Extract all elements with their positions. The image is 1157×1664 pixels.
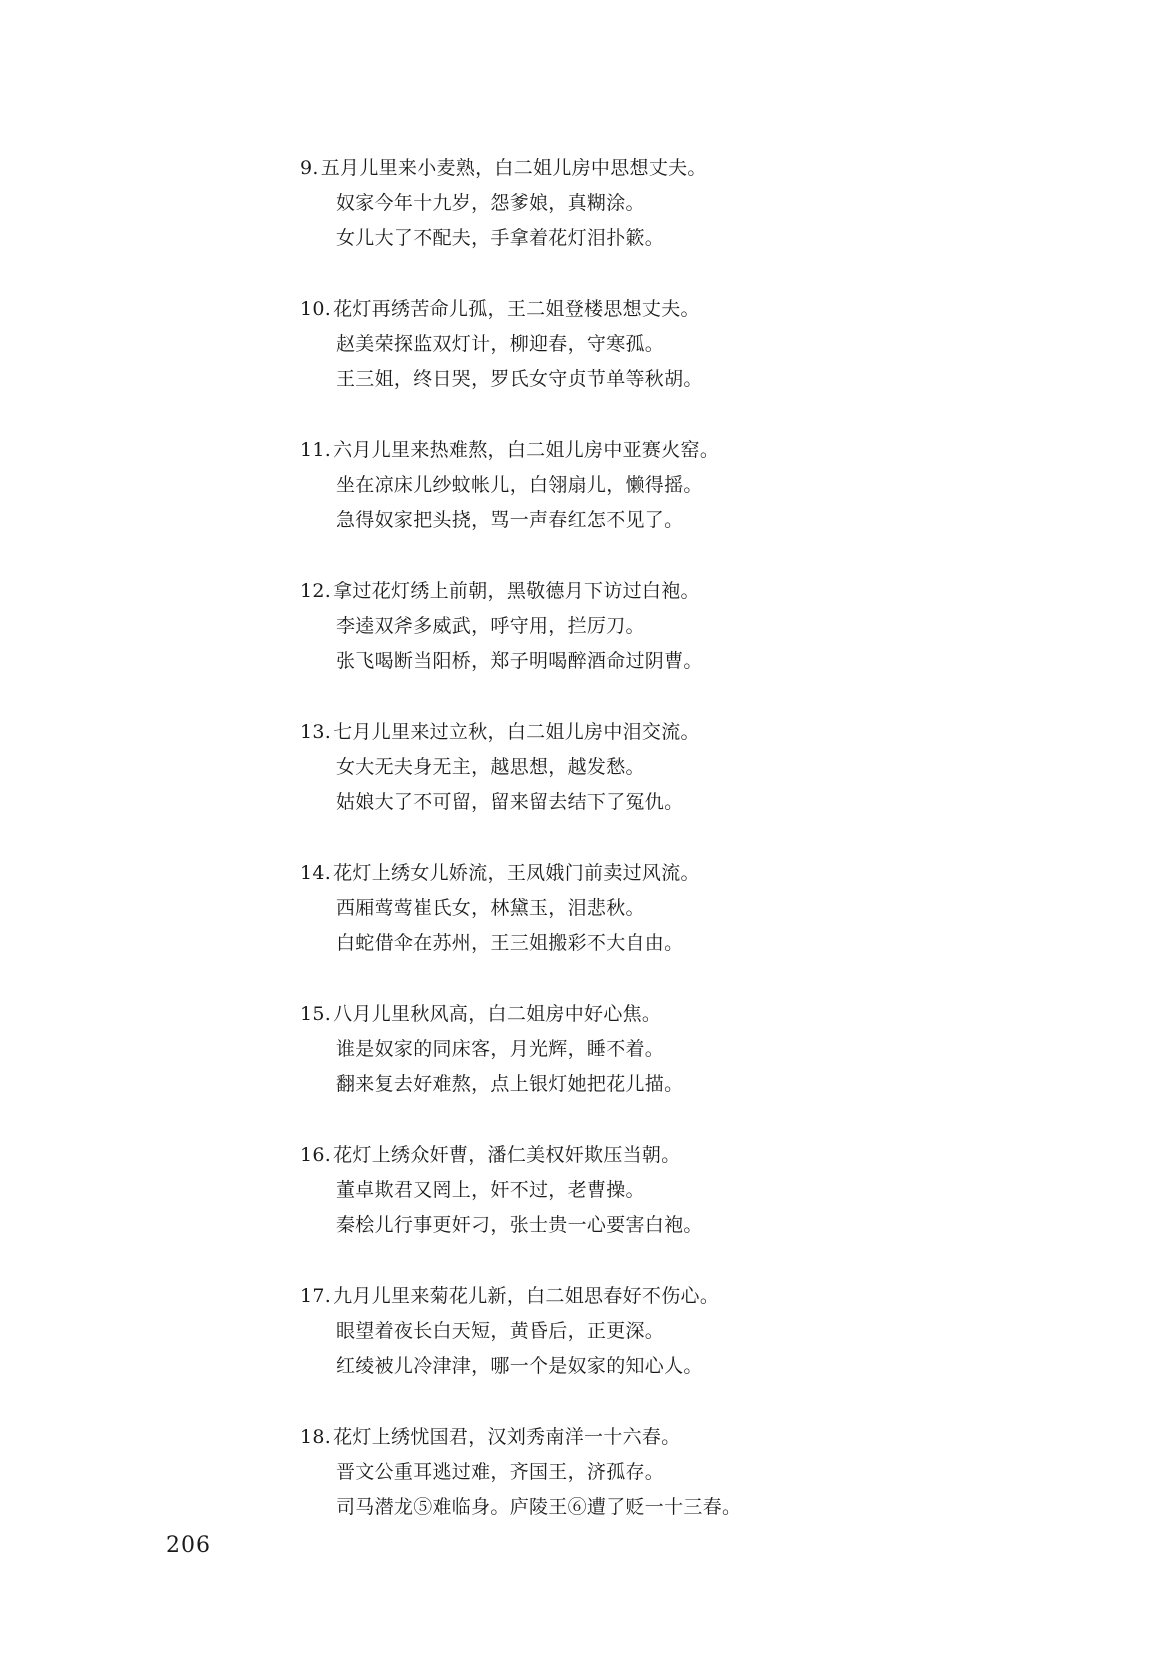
stanza-line: 李逵双斧多威武，呼守用，拦厉刀。 bbox=[336, 615, 645, 637]
stanza-line bbox=[300, 1002, 661, 1026]
stanza-line: 王三姐，终日哭，罗氏女守贞节单等秋胡。 bbox=[336, 368, 703, 390]
stanza-line: 西厢莺莺崔氏女，林黛玉，泪悲秋。 bbox=[336, 897, 645, 919]
stanza-12 bbox=[300, 579, 860, 720]
stanza-14 bbox=[300, 861, 860, 1002]
stanza-number: 10. bbox=[300, 298, 332, 320]
stanza-line: 翻来复去好难熬，点上银灯她把花儿描。 bbox=[336, 1073, 684, 1095]
page-number: 206 bbox=[166, 1533, 211, 1558]
verse-body bbox=[300, 156, 860, 1566]
stanza-18 bbox=[300, 1425, 860, 1566]
stanza-line bbox=[300, 1425, 681, 1449]
stanza-line bbox=[300, 861, 700, 885]
stanza-number: 11. bbox=[300, 439, 332, 461]
stanza-line: 司马潜龙⑤难临身。庐陵王⑥遭了贬一十三春。 bbox=[336, 1496, 742, 1518]
stanza-13 bbox=[300, 720, 860, 861]
stanza-number: 14. bbox=[300, 862, 332, 884]
stanza-line bbox=[300, 438, 719, 462]
stanza-line: 急得奴家把头挠，骂一声春红怎不见了。 bbox=[336, 509, 684, 531]
stanza-number: 13. bbox=[300, 721, 332, 743]
stanza-line: 晋文公重耳逃过难，齐国王，济孤存。 bbox=[336, 1461, 665, 1483]
stanza-9 bbox=[300, 156, 860, 297]
stanza-line: 坐在凉床儿纱蚊帐儿，白翎扇儿，懒得摇。 bbox=[336, 474, 703, 496]
line-text: 花灯上绣忧国君，汉刘秀南洋一十六春。 bbox=[333, 1426, 681, 1448]
line-text: 八月儿里秋风高，白二姐房中好心焦。 bbox=[333, 1003, 662, 1025]
stanza-10 bbox=[300, 297, 860, 438]
stanza-number: 15. bbox=[300, 1003, 332, 1025]
stanza-17 bbox=[300, 1284, 860, 1425]
stanza-number: 18. bbox=[300, 1426, 332, 1448]
stanza-line bbox=[300, 579, 700, 603]
stanza-line bbox=[300, 297, 700, 321]
stanza-16 bbox=[300, 1143, 860, 1284]
line-text: 五月儿里来小麦熟，白二姐儿房中思想丈夫。 bbox=[320, 157, 707, 179]
line-text: 七月儿里来过立秋，白二姐儿房中泪交流。 bbox=[333, 721, 700, 743]
line-text: 六月儿里来热难熬，白二姐儿房中亚赛火窑。 bbox=[333, 439, 720, 461]
stanza-line bbox=[300, 1284, 719, 1308]
stanza-line: 张飞喝断当阳桥，郑子明喝醉酒命过阴曹。 bbox=[336, 650, 703, 672]
line-text: 花灯再绣苦命儿孤，王二姐登楼思想丈夫。 bbox=[333, 298, 700, 320]
line-text: 九月儿里来菊花儿新，白二姐思春好不伤心。 bbox=[333, 1285, 720, 1307]
line-text: 花灯上绣众奸曹，潘仁美权奸欺压当朝。 bbox=[333, 1144, 681, 1166]
stanza-number: 17. bbox=[300, 1285, 332, 1307]
stanza-line: 红绫被儿冷津津，哪一个是奴家的知心人。 bbox=[336, 1355, 703, 1377]
stanza-line bbox=[300, 1143, 681, 1167]
stanza-line: 董卓欺君又罔上，奸不过，老曹操。 bbox=[336, 1179, 645, 1201]
stanza-line: 秦桧儿行事更奸刁，张士贵一心要害白袍。 bbox=[336, 1214, 703, 1236]
stanza-line: 奴家今年十九岁，怨爹娘，真糊涂。 bbox=[336, 192, 645, 214]
stanza-15 bbox=[300, 1002, 860, 1143]
stanza-line: 白蛇借伞在苏州，王三姐搬彩不大自由。 bbox=[336, 932, 684, 954]
stanza-11 bbox=[300, 438, 860, 579]
line-text: 拿过花灯绣上前朝，黑敬德月下访过白袍。 bbox=[333, 580, 700, 602]
stanza-line bbox=[300, 156, 707, 180]
stanza-line bbox=[300, 720, 700, 744]
stanza-line: 赵美荣探监双灯计，柳迎春，守寒孤。 bbox=[336, 333, 665, 355]
stanza-number: 9. bbox=[300, 157, 319, 179]
stanza-line: 女儿大了不配夫，手拿着花灯泪扑簌。 bbox=[336, 227, 665, 249]
stanza-line: 谁是奴家的同床客，月光辉，睡不着。 bbox=[336, 1038, 665, 1060]
stanza-number: 12. bbox=[300, 580, 332, 602]
stanza-line: 女大无夫身无主，越思想，越发愁。 bbox=[336, 756, 645, 778]
line-text: 花灯上绣女儿娇流，王凤娥门前卖过风流。 bbox=[333, 862, 700, 884]
stanza-line: 眼望着夜长白天短，黄昏后，正更深。 bbox=[336, 1320, 665, 1342]
stanza-number: 16. bbox=[300, 1144, 332, 1166]
stanza-line: 姑娘大了不可留，留来留去结下了冤仇。 bbox=[336, 791, 684, 813]
